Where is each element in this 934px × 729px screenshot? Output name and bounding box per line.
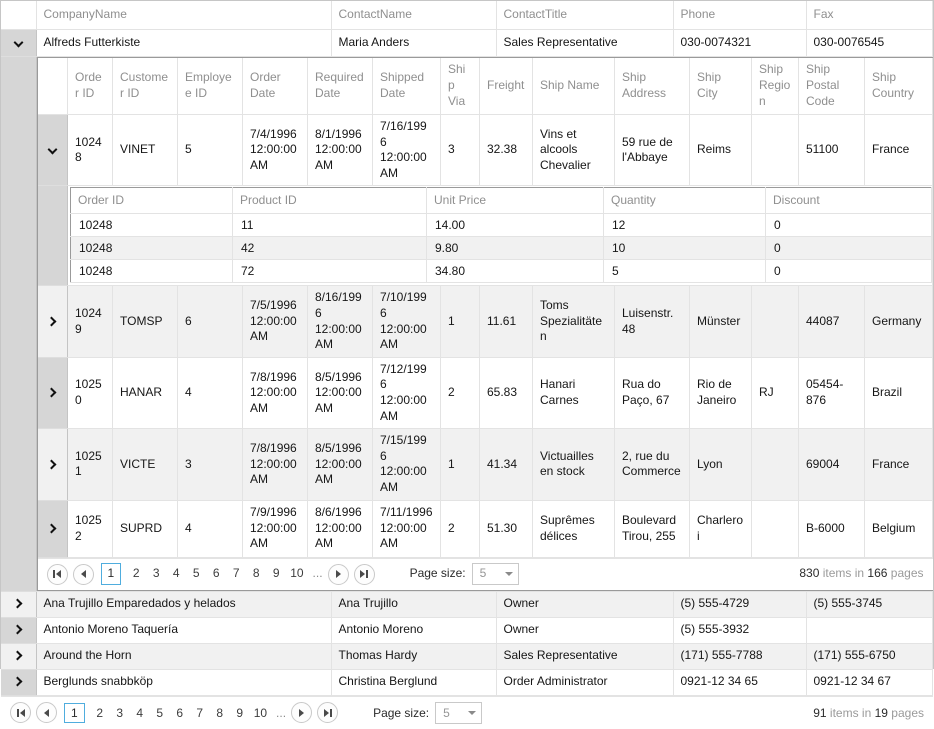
cell-company: Ana Trujillo Emparedados y helados xyxy=(36,591,331,617)
header-ship-via: Ship Via xyxy=(441,58,480,115)
cell-company: Antonio Moreno Taquería xyxy=(36,617,331,643)
cell-ship-name: Hanari Carnes xyxy=(533,357,615,428)
cell-ship-city: Lyon xyxy=(690,429,752,500)
order-row[interactable] xyxy=(38,429,933,500)
cell-freight: 11.61 xyxy=(480,286,533,357)
cell-product-id: 42 xyxy=(233,237,427,260)
header-quantity: Quantity xyxy=(604,188,766,214)
cell-fax: (5) 555-3745 xyxy=(806,591,933,617)
header-order-date: Order Date xyxy=(243,58,308,115)
cell-ship-country: France xyxy=(865,429,933,500)
cell-required-date: 8/16/1996 12:00:00 AM xyxy=(308,286,373,357)
last-page-icon xyxy=(330,709,332,717)
cell-title: Owner xyxy=(496,591,673,617)
cell-ship-name: Victuailles en stock xyxy=(533,429,615,500)
page-number[interactable]: 7 xyxy=(196,705,204,720)
orders-header-row xyxy=(38,58,933,115)
cell-fax: 030-0076545 xyxy=(806,29,933,56)
cell-title: Owner xyxy=(496,617,673,643)
first-page-icon xyxy=(17,709,19,717)
cell-employee-id: 3 xyxy=(178,429,243,500)
cell-shipped-date: 7/12/1996 12:00:00 AM xyxy=(373,357,441,428)
cell-freight: 41.34 xyxy=(480,429,533,500)
page-number[interactable]: 4 xyxy=(136,705,144,720)
cell-order-date: 7/5/1996 12:00:00 AM xyxy=(243,286,308,357)
expander-header-cell xyxy=(38,58,68,115)
pager-summary xyxy=(799,566,923,582)
orders-detail-region xyxy=(36,56,933,591)
header-fax: Fax xyxy=(806,1,933,29)
cell-employee-id: 5 xyxy=(178,115,243,186)
page-number[interactable]: 10 xyxy=(290,566,304,581)
cell-ship-country: Belgium xyxy=(865,500,933,557)
cell-quantity: 10 xyxy=(604,237,766,260)
pages-text: pages xyxy=(891,705,924,720)
cell-ship-region xyxy=(752,429,799,500)
cell-company: Around the Horn xyxy=(36,643,331,669)
cell-ship-address: Boulevard Tirou, 255 xyxy=(615,500,690,557)
page-number[interactable]: 9 xyxy=(236,705,244,720)
prev-page-icon xyxy=(81,570,86,578)
last-page-button[interactable] xyxy=(317,702,338,723)
cell-ship-region xyxy=(752,500,799,557)
cell-ship-country: Brazil xyxy=(865,357,933,428)
expand-row-button[interactable] xyxy=(1,591,36,617)
cell-contact: Ana Trujillo xyxy=(331,591,496,617)
cell-required-date: 8/5/1996 12:00:00 AM xyxy=(308,357,373,428)
customer-detail-row xyxy=(1,56,933,591)
cell-ship-city: Charleroi xyxy=(690,500,752,557)
dropdown-caret-icon xyxy=(505,572,513,576)
cell-company: Berglunds snabbköp xyxy=(36,669,331,695)
header-contact-title: ContactTitle xyxy=(496,1,673,29)
cell-ship-city: Reims xyxy=(690,115,752,186)
page-number[interactable]: 7 xyxy=(232,566,240,581)
header-ship-country: Ship Country xyxy=(865,58,933,115)
cell-required-date: 8/1/1996 12:00:00 AM xyxy=(308,115,373,186)
cell-contact: Christina Berglund xyxy=(331,669,496,695)
header-unit-price: Unit Price xyxy=(427,188,604,214)
cell-contact: Thomas Hardy xyxy=(331,643,496,669)
cell-ship-via: 3 xyxy=(441,115,480,186)
header-product-id: Product ID xyxy=(233,188,427,214)
cell-ship-name: Suprêmes délices xyxy=(533,500,615,557)
chevron-right-icon xyxy=(12,625,22,635)
page-number-current[interactable]: 1 xyxy=(101,563,122,585)
order-details-table xyxy=(70,187,932,283)
cell-employee-id: 4 xyxy=(178,500,243,557)
header-freight: Freight xyxy=(480,58,533,115)
header-customer-id: Customer ID xyxy=(113,58,178,115)
customer-row[interactable] xyxy=(1,669,933,695)
header-employee-id: Employee ID xyxy=(178,58,243,115)
cell-phone: (5) 555-3932 xyxy=(673,617,806,643)
expand-row-button[interactable] xyxy=(1,617,36,643)
expander-header-cell xyxy=(1,1,36,29)
cell-title: Sales Representative xyxy=(496,643,673,669)
first-page-button[interactable] xyxy=(10,702,31,723)
expand-row-button[interactable] xyxy=(38,429,68,500)
order-row[interactable] xyxy=(38,286,933,357)
order-row[interactable] xyxy=(38,500,933,557)
page-number[interactable]: 6 xyxy=(176,705,184,720)
cell-freight: 51.30 xyxy=(480,500,533,557)
chevron-right-icon xyxy=(12,677,22,687)
cell-order-id: 10248 xyxy=(71,237,233,260)
cell-customer-id: VICTE xyxy=(113,429,178,500)
cell-ship-via: 1 xyxy=(441,429,480,500)
header-ship-address: Ship Address xyxy=(615,58,690,115)
page-number[interactable]: 2 xyxy=(132,566,140,581)
page-number[interactable]: 5 xyxy=(156,705,164,720)
header-order-id: Order ID xyxy=(71,188,233,214)
cell-employee-id: 4 xyxy=(178,357,243,428)
prev-page-button[interactable] xyxy=(36,702,57,723)
cell-order-id: 10248 xyxy=(71,214,233,237)
cell-order-id: 10248 xyxy=(68,115,113,186)
cell-company: Alfreds Futterkiste xyxy=(36,29,331,56)
orders-pager xyxy=(38,558,933,590)
header-contact-name: ContactName xyxy=(331,1,496,29)
cell-title: Order Administrator xyxy=(496,669,673,695)
cell-ship-postal-code: B-6000 xyxy=(799,500,865,557)
cell-required-date: 8/6/1996 12:00:00 AM xyxy=(308,500,373,557)
cell-ship-name: Vins et alcools Chevalier xyxy=(533,115,615,186)
more-pages-ellipsis[interactable]: ... xyxy=(312,566,323,581)
cell-contact: Antonio Moreno xyxy=(331,617,496,643)
cell-product-id: 11 xyxy=(233,214,427,237)
page-number[interactable]: 6 xyxy=(212,566,220,581)
customers-table xyxy=(1,1,933,696)
page-size-select[interactable] xyxy=(435,702,482,724)
chevron-right-icon xyxy=(12,599,22,609)
page-number[interactable]: 5 xyxy=(192,566,200,581)
page-number-current[interactable]: 1 xyxy=(64,703,85,723)
cell-ship-postal-code: 05454-876 xyxy=(799,357,865,428)
page-number[interactable]: 3 xyxy=(116,705,124,720)
cell-fax: (171) 555-6750 xyxy=(806,643,933,669)
cell-quantity: 5 xyxy=(604,260,766,283)
cell-ship-address: 2, rue du Commerce xyxy=(615,429,690,500)
cell-shipped-date: 7/10/1996 12:00:00 AM xyxy=(373,286,441,357)
customer-row[interactable] xyxy=(1,617,933,643)
first-page-button[interactable] xyxy=(47,564,68,585)
cell-phone: 0921-12 34 65 xyxy=(673,669,806,695)
header-discount: Discount xyxy=(766,188,932,214)
chevron-down-icon xyxy=(47,145,57,155)
prev-page-icon xyxy=(44,709,49,717)
cell-ship-via: 2 xyxy=(441,357,480,428)
cell-ship-address: Rua do Paço, 67 xyxy=(615,357,690,428)
cell-discount: 0 xyxy=(766,214,932,237)
page-number[interactable]: 9 xyxy=(272,566,280,581)
expand-row-button[interactable] xyxy=(38,500,68,557)
cell-order-id: 10248 xyxy=(71,260,233,283)
cell-contact: Maria Anders xyxy=(331,29,496,56)
items-in-text: items in xyxy=(829,705,872,720)
cell-fax: 0921-12 34 67 xyxy=(806,669,933,695)
expand-row-button[interactable] xyxy=(38,357,68,428)
cell-order-id: 10250 xyxy=(68,357,113,428)
cell-customer-id: VINET xyxy=(113,115,178,186)
chevron-right-icon xyxy=(46,388,56,398)
cell-ship-address: Luisenstr. 48 xyxy=(615,286,690,357)
cell-order-date: 7/8/1996 12:00:00 AM xyxy=(243,429,308,500)
expand-row-button[interactable] xyxy=(38,286,68,357)
customer-row[interactable] xyxy=(1,591,933,617)
first-page-icon xyxy=(53,570,55,578)
cell-ship-region: RJ xyxy=(752,357,799,428)
last-page-icon xyxy=(324,709,329,717)
total-pages: 19 xyxy=(874,705,888,720)
first-page-icon xyxy=(56,570,61,578)
more-pages-ellipsis[interactable]: ... xyxy=(276,705,287,720)
cell-order-date: 7/4/1996 12:00:00 AM xyxy=(243,115,308,186)
customers-header-row xyxy=(1,1,933,29)
order-detail-row[interactable] xyxy=(71,214,932,237)
cell-ship-city: Münster xyxy=(690,286,752,357)
last-page-icon xyxy=(366,570,368,578)
last-page-button[interactable] xyxy=(354,564,375,585)
order-row[interactable] xyxy=(38,357,933,428)
expand-row-button[interactable] xyxy=(1,643,36,669)
cell-quantity: 12 xyxy=(604,214,766,237)
cell-order-id: 10249 xyxy=(68,286,113,357)
header-company-name: CompanyName xyxy=(36,1,331,29)
customer-row[interactable] xyxy=(1,643,933,669)
cell-shipped-date: 7/15/1996 12:00:00 AM xyxy=(373,429,441,500)
next-page-icon xyxy=(336,570,341,578)
total-items: 91 xyxy=(813,705,827,720)
last-page-icon xyxy=(360,570,365,578)
header-shipped-date: Shipped Date xyxy=(373,58,441,115)
cell-unit-price: 9.80 xyxy=(427,237,604,260)
expand-row-button[interactable] xyxy=(1,669,36,695)
cell-ship-region xyxy=(752,115,799,186)
cell-ship-region xyxy=(752,286,799,357)
pager-summary xyxy=(813,706,924,720)
cell-customer-id: TOMSP xyxy=(113,286,178,357)
cell-ship-address: 59 rue de l'Abbaye xyxy=(615,115,690,186)
header-ship-postal-code: Ship Postal Code xyxy=(799,58,865,115)
chevron-down-icon xyxy=(13,37,23,47)
collapse-row-button[interactable] xyxy=(1,29,36,56)
total-pages: 166 xyxy=(867,566,888,581)
cell-order-id: 10251 xyxy=(68,429,113,500)
page-size-select[interactable] xyxy=(472,563,519,585)
header-order-id: Order ID xyxy=(68,58,113,115)
page-number[interactable]: 4 xyxy=(172,566,180,581)
cell-ship-postal-code: 51100 xyxy=(799,115,865,186)
order-row-expanded[interactable] xyxy=(38,115,933,186)
order-detail-region-row xyxy=(38,186,933,286)
page-size-label: Page size: xyxy=(409,566,466,581)
cell-ship-postal-code: 69004 xyxy=(799,429,865,500)
items-in-text: items in xyxy=(822,566,865,581)
next-page-button[interactable] xyxy=(291,702,312,723)
header-ship-region: Ship Region xyxy=(752,58,799,115)
cell-unit-price: 14.00 xyxy=(427,214,604,237)
cell-shipped-date: 7/16/1996 12:00:00 AM xyxy=(373,115,441,186)
chevron-right-icon xyxy=(46,316,56,326)
cell-shipped-date: 7/11/1996 12:00:00 AM xyxy=(373,500,441,557)
cell-order-date: 7/9/1996 12:00:00 AM xyxy=(243,500,308,557)
order-details-region xyxy=(68,186,933,286)
cell-unit-price: 34.80 xyxy=(427,260,604,283)
cell-phone: (171) 555-7788 xyxy=(673,643,806,669)
header-ship-name: Ship Name xyxy=(533,58,615,115)
cell-freight: 32.38 xyxy=(480,115,533,186)
cell-discount: 0 xyxy=(766,237,932,260)
cell-required-date: 8/5/1996 12:00:00 AM xyxy=(308,429,373,500)
expander-strip xyxy=(1,56,36,591)
page-number[interactable]: 10 xyxy=(253,705,268,720)
chevron-right-icon xyxy=(46,459,56,469)
cell-product-id: 72 xyxy=(233,260,427,283)
page-size-value: 5 xyxy=(479,566,487,581)
expander-strip xyxy=(38,186,68,286)
cell-customer-id: SUPRD xyxy=(113,500,178,557)
dropdown-caret-icon xyxy=(468,711,476,715)
orders-table xyxy=(38,58,933,558)
cell-freight: 65.83 xyxy=(480,357,533,428)
cell-ship-name: Toms Spezialitäten xyxy=(533,286,615,357)
page-size-value: 5 xyxy=(443,705,450,720)
cell-employee-id: 6 xyxy=(178,286,243,357)
page-size-label: Page size: xyxy=(373,705,430,720)
order-detail-row[interactable] xyxy=(71,260,932,283)
cell-ship-via: 2 xyxy=(441,500,480,557)
next-page-button[interactable] xyxy=(328,564,349,585)
cell-ship-city: Rio de Janeiro xyxy=(690,357,752,428)
cell-order-date: 7/8/1996 12:00:00 AM xyxy=(243,357,308,428)
header-required-date: Required Date xyxy=(308,58,373,115)
customer-row-expanded[interactable] xyxy=(1,29,933,56)
first-page-icon xyxy=(20,709,25,717)
page-number[interactable]: 2 xyxy=(96,705,104,720)
header-ship-city: Ship City xyxy=(690,58,752,115)
next-page-icon xyxy=(299,709,304,717)
page-number[interactable]: 3 xyxy=(152,566,160,581)
page-number[interactable]: 8 xyxy=(216,705,224,720)
cell-ship-country: France xyxy=(865,115,933,186)
prev-page-button[interactable] xyxy=(73,564,94,585)
pages-text: pages xyxy=(890,566,924,581)
cell-phone: (5) 555-4729 xyxy=(673,591,806,617)
order-detail-row[interactable] xyxy=(71,237,932,260)
cell-order-id: 10252 xyxy=(68,500,113,557)
page-number[interactable]: 8 xyxy=(252,566,260,581)
cell-title: Sales Representative xyxy=(496,29,673,56)
order-details-header-row xyxy=(71,188,932,214)
collapse-row-button[interactable] xyxy=(38,115,68,186)
cell-ship-via: 1 xyxy=(441,286,480,357)
total-items: 830 xyxy=(799,566,820,581)
cell-ship-postal-code: 44087 xyxy=(799,286,865,357)
cell-customer-id: HANAR xyxy=(113,357,178,428)
chevron-right-icon xyxy=(46,523,56,533)
cell-phone: 030-0074321 xyxy=(673,29,806,56)
customers-pager xyxy=(1,696,933,729)
cell-discount: 0 xyxy=(766,260,932,283)
cell-ship-country: Germany xyxy=(865,286,933,357)
cell-fax xyxy=(806,617,933,643)
header-phone: Phone xyxy=(673,1,806,29)
chevron-right-icon xyxy=(12,651,22,661)
